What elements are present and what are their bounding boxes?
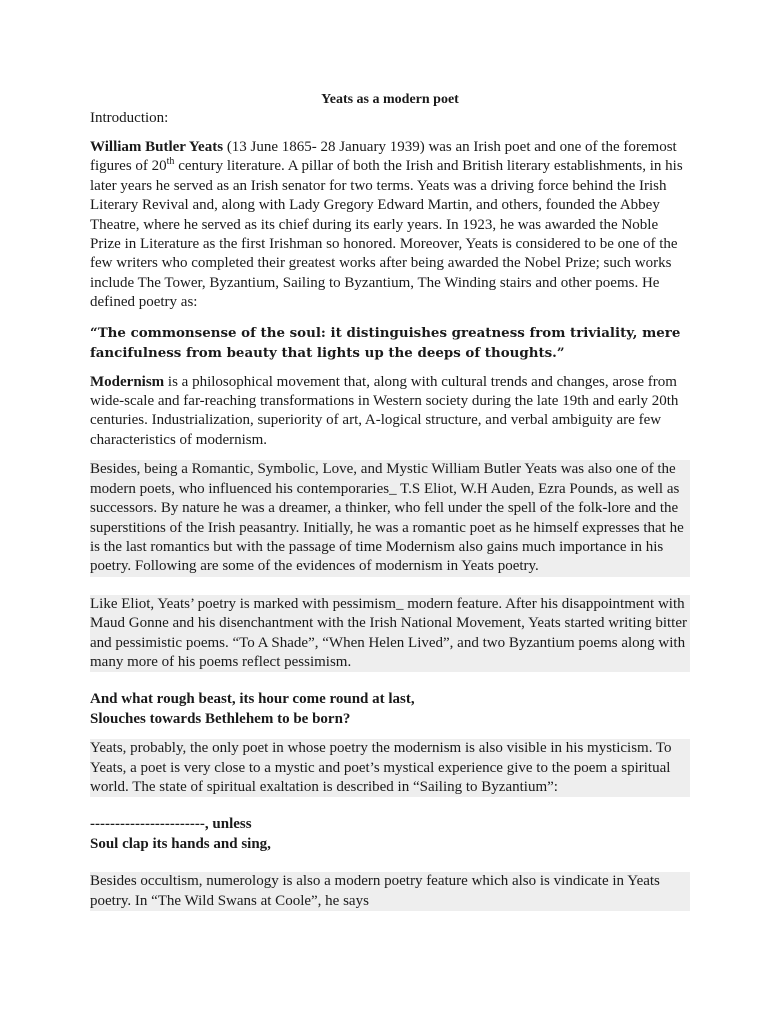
paragraph-modernism: [90, 373, 690, 451]
verse-line: And what rough beast, its hour come round at last,: [90, 691, 415, 708]
paragraph-mysticism: Yeats, probably, the only poet in whose poetry the modernism is also visible in his mysticism. To Yeats, a poet is very close to a mystic and poet’s mystical experience give to the poem a spiritual world. The state of spiritual exaltation is described in “Sailing to Byzantium”:: [90, 739, 690, 797]
modernism-text: is a philosophical movement that, along with cultural trends and changes, arose from wide-scale and far-reaching transformations in Western society during the late 19th and early 20th centuries. Industrialization, superiority of art, A-logical structure, and verbal ambiguity are few characteristics of modernism.: [90, 373, 679, 448]
paragraph-intro: [90, 138, 690, 313]
intro-text-a: (13 June 1865- 28 January 1939) was an Irish poet and one of the foremost figures of 20: [90, 139, 677, 175]
poet-name: William Butler Yeats: [90, 139, 224, 155]
intro-text-b: century literature. A pillar of both the Irish and British literary establishments, in his later years he served as an Irish senator for two terms. Yeats was a driving force behind the Irish Literary Revival and, along with Lady Gregory Edward Martin, and others, founded the Abbey Theatre, where he served as its chief during its early years. In 1923, he was awarded the Noble Prize in Literature as the first Irishman so honored. Moreover, Yeats is considered to be one of the few writers who completed their greatest works after being awarded the Nobel Prize; such works include The Tower, Byzantium, Sailing to Byzantium, The Winding stairs and other poems. He defined poetry as:: [90, 158, 683, 311]
document-page: [90, 90, 690, 921]
modernism-term: Modernism: [90, 373, 165, 390]
paragraph-pessimism: Like Eliot, Yeats’ poetry is marked with pessimism_ modern feature. After his disappointment with Maud Gonne and his disenchantment with the Irish National Movement, Yeats started writing bitter and pessimistic poems. “To A Shade”, “When Helen Lived”, and two Byzantium poems along with many more of his poems reflect pessimism.: [90, 595, 690, 673]
verse-second-coming: [90, 690, 690, 729]
paragraph-romantic: Besides, being a Romantic, Symbolic, Love, and Mystic William Butler Yeats was also one of the modern poets, who influenced his contemporaries_ T.S Eliot, W.H Auden, Ezra Pounds, as well as successors. By nature he was a dreamer, a thinker, who fell under the spell of the folk-lore and the superstitions of the Irish peasantry. Initially, he was a romantic poet as he himself expresses that he is the last romantics but with the passage of time Modernism also gains much importance in his poetry. Following are some of the evidences of modernism in Yeats poetry.: [90, 460, 690, 576]
verse-line: Soul clap its hands and sing,: [90, 835, 271, 852]
poetry-definition-quote: “The commonsense of the soul: it distinguishes greatness from triviality, mere fancifulness from beauty that lights up the deeps of thoughts.”: [90, 324, 681, 361]
document-title: Yeats as a modern poet: [321, 92, 459, 107]
superscript-th: th: [166, 156, 175, 168]
introduction-heading: Introduction:: [90, 110, 169, 126]
verse-byzantium: [90, 815, 690, 854]
verse-line: -----------------------, unless: [90, 816, 252, 833]
verse-line: Slouches towards Bethlehem to be born?: [90, 710, 351, 727]
paragraph-numerology: Besides occultism, numerology is also a modern poetry feature which also is vindicate in Yeats poetry. In “The Wild Swans at Coole”, he says: [90, 872, 690, 911]
